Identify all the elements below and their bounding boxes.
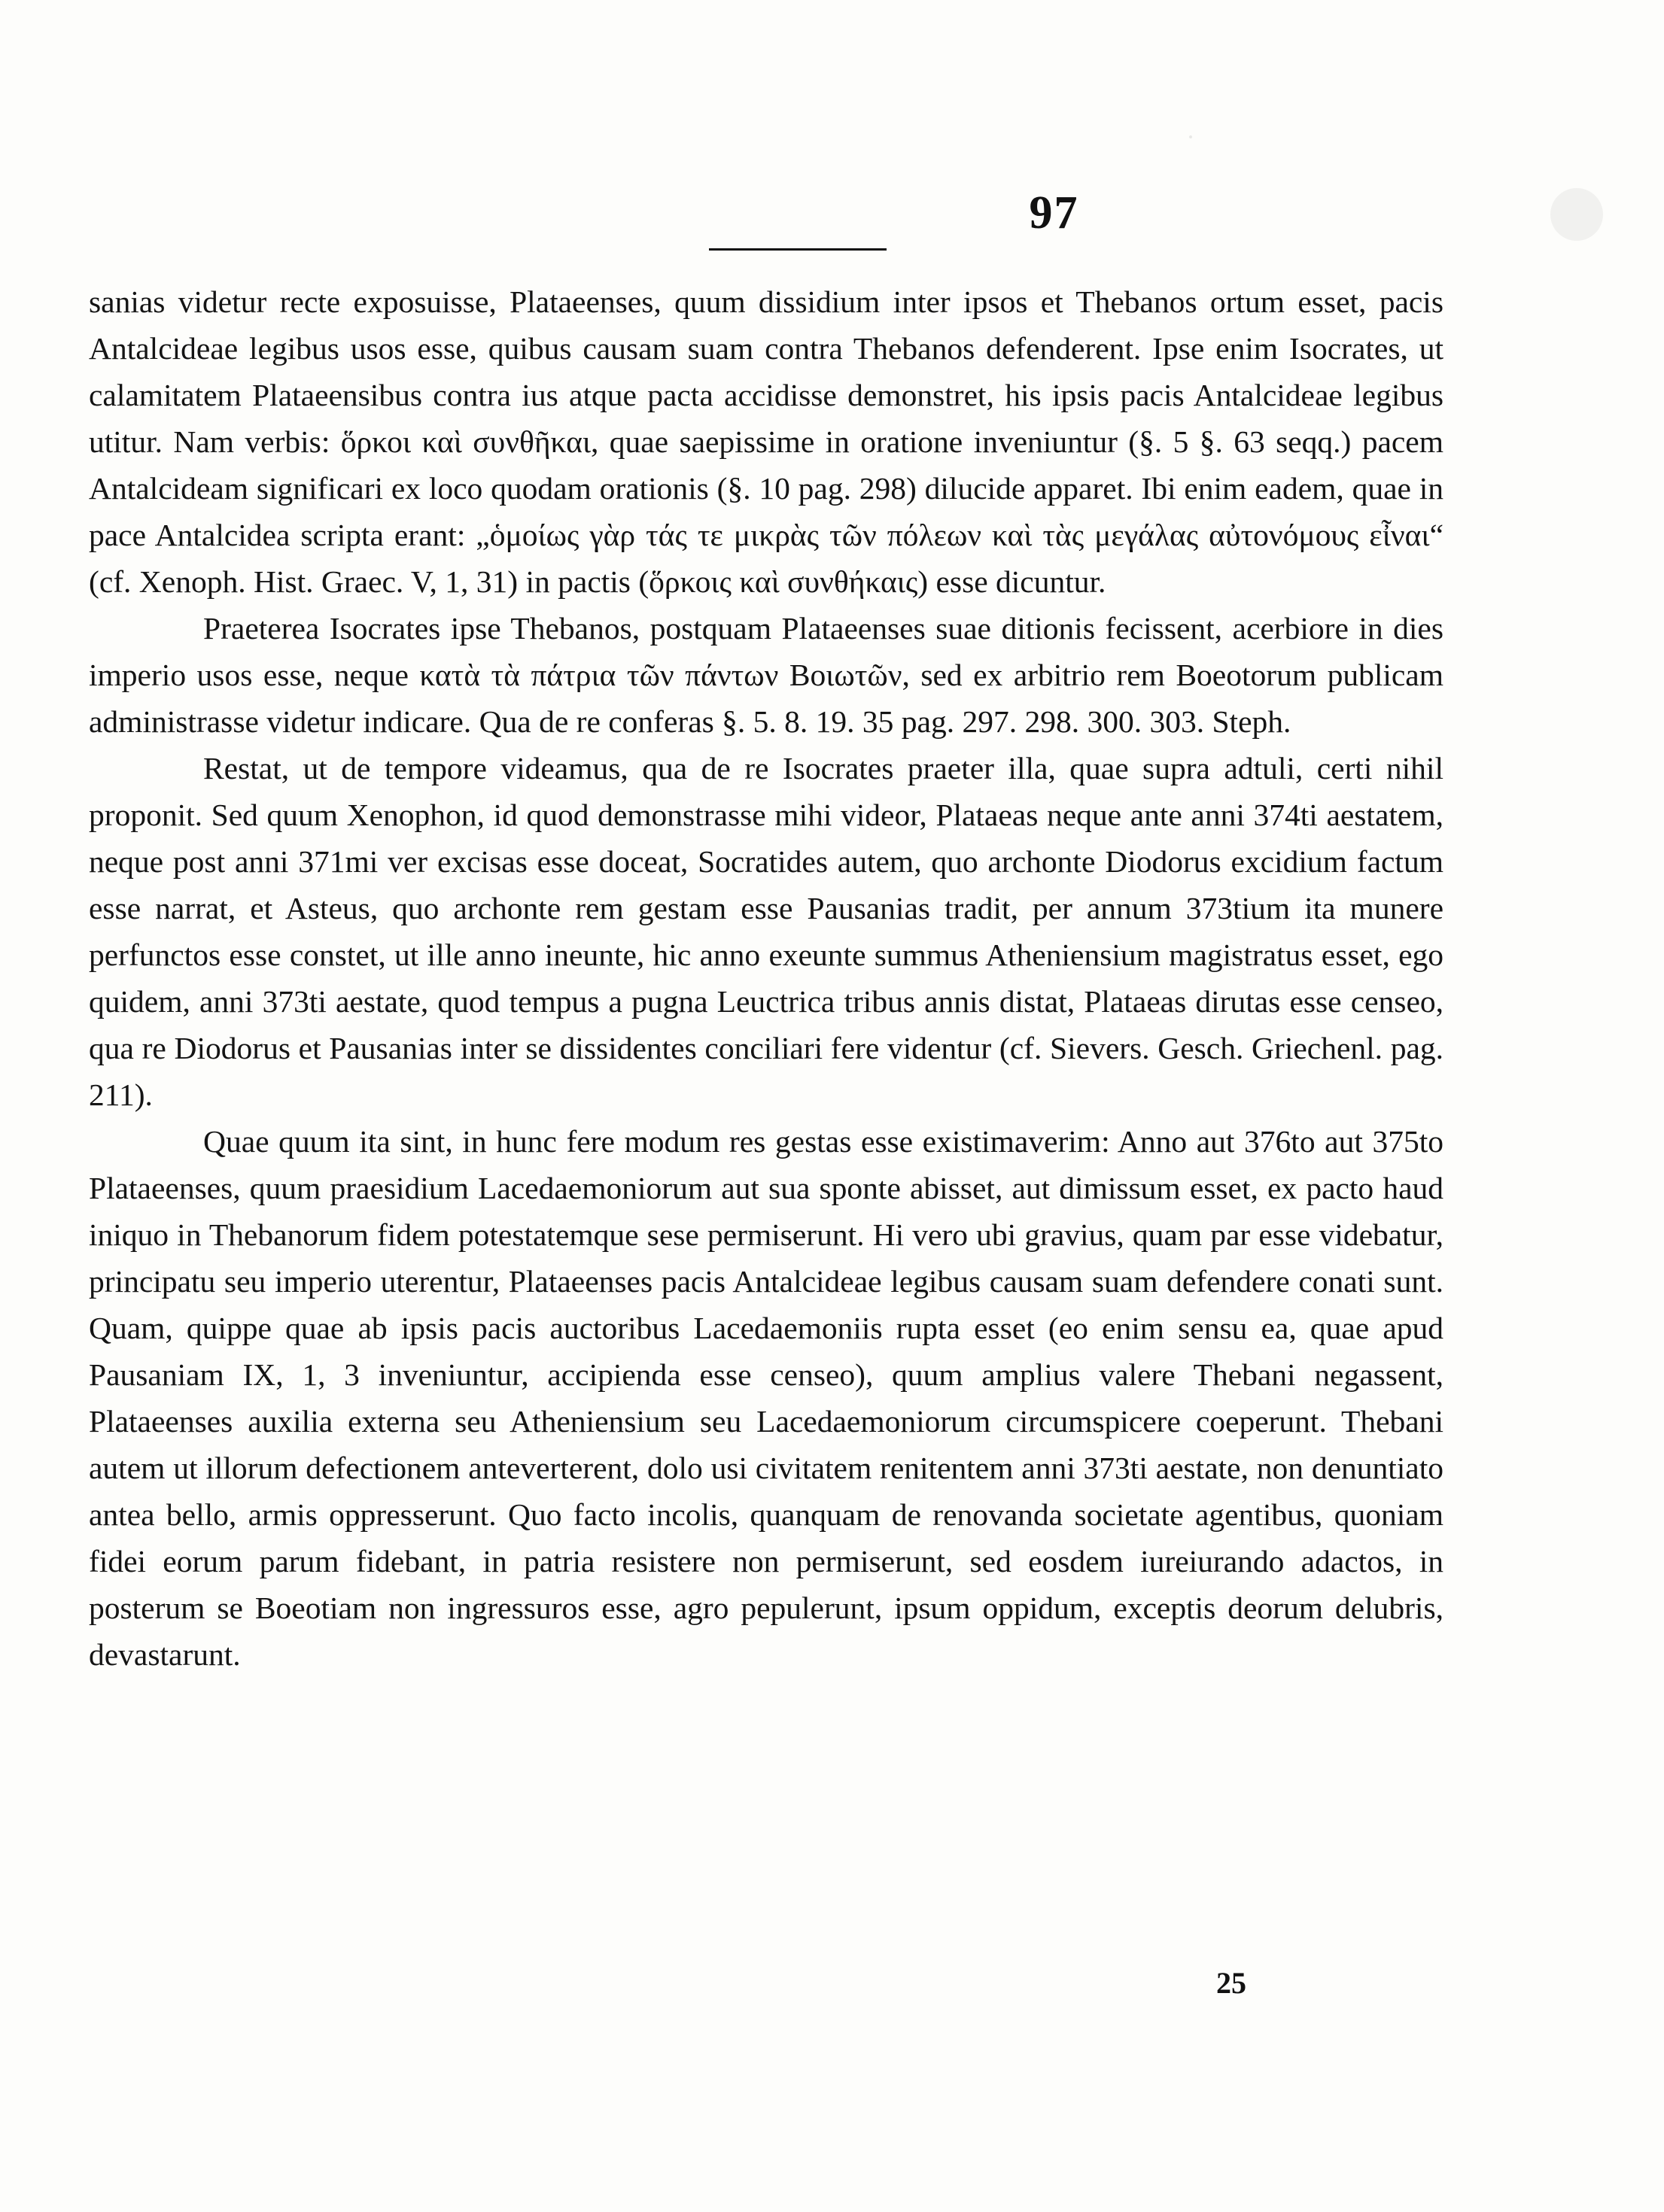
paragraph-2: Praeterea Isocrates ipse Thebanos, postquam Plataeenses suae ditionis fecissent, acerbiore in dies imperio usos esse, neque κατὰ τὰ πάτρια τῶν πάντων Βοιωτῶν, sed ex arbitrio rem Boeotorum publicam administrasse videtur indicare. Qua de re conferas §. 5. 8. 19. 35 pag. 297. 298. 300. 303. Steph. bbox=[89, 611, 1443, 739]
body-text bbox=[89, 278, 1443, 1678]
paragraph-3: Restat, ut de tempore videamus, qua de re Isocrates praeter illa, quae supra adtuli, certi nihil proponit. Sed quum Xenophon, id quod demonstrasse mihi videor, Plataeas neque ante anni 374ti aestatem, neque post anni 371mi ver excisas esse doceat, Socratides autem, quo archonte Diodorus excidium factum esse narrat, et Asteus, quo archonte rem gestam esse Pausanias tradit, per annum 373tium ita munere perfunctos esse constet, ut ille anno ineunte, hic anno exeunte summus Atheniensium magistratus esset, ego quidem, anni 373ti aestate, quod tempus a pugna Leuctrica tribus annis distat, Plataeas dirutas esse censeo, qua re Diodorus et Pausanias inter se dissidentes conciliari fere videntur (cf. Sievers. Gesch. Griechenl. pag. 211). bbox=[89, 751, 1443, 1112]
paragraph-1: sanias videtur recte exposuisse, Plataeenses, quum dissidium inter ipsos et Thebanos ortum esset, pacis Antalcideae legibus usos esse, quibus causam suam contra Thebanos defenderent. Ipse enim Isocrates, ut calamitatem Plataeensibus contra ius atque pacta accidisse demonstret, his ipsis pacis Antalcideae legibus utitur. Nam verbis: ὅρκοι καὶ συνθῆκαι, quae saepissime in oratione inveniuntur (§. 5 §. 63 seqq.) pacem Antalcideam significari ex loco quodam orationis (§. 10 pag. 298) dilucide apparet. Ibi enim eadem, quae in pace Antalcidea scripta erant: „ὁμοίως γὰρ τάς τε μικρὰς τῶν πόλεων καὶ τὰς μεγάλας αὐτονόμους εἶναι“ (cf. Xenoph. Hist. Graec. V, 1, 31) in pactis (ὅρκοις καὶ συνθήκαις) esse dicuntur. bbox=[89, 284, 1443, 599]
page-header bbox=[0, 188, 1664, 238]
paragraph-4: Quae quum ita sint, in hunc fere modum res gestas esse existimaverim: Anno aut 376to aut 375to Plataeenses, quum praesidium Lacedaemoniorum aut sua sponte abisset, aut dimissum esset, ex pacto haud iniquo in Thebanorum fidem potestatemque sese permiserunt. Hi vero ubi gravius, quam par esse videbatur, principatu seu imperio uterentur, Plataeenses pacis Antalcideae legibus causam suam defendere conati sunt. Quam, quippe quae ab ipsis pacis auctoribus Lacedaemoniis rupta esset (eo enim sensu ea, quae apud Pausaniam IX, 1, 3 inveniuntur, accipienda esse censeo), quum amplius valere Thebani negassent, Plataeenses auxilia externa seu Atheniensium seu Lacedaemoniorum circumspicere coeperunt. Thebani autem ut illorum defectionem anteverterent, dolo usi civitatem renitentem anni 373ti aestate, non denuntiato antea bello, armis oppresserunt. Quo facto incolis, quanquam de renovanda societate agentibus, quoniam fidei eorum parum fidebant, in patria resistere non permiserunt, sed eosdem iureiurando adactos, in posterum se Boeotiam non ingressuros esse, agro pepulerunt, ipsum oppidum, exceptis deorum delubris, devastarunt. bbox=[89, 1124, 1443, 1672]
header-rule bbox=[709, 248, 887, 251]
page-number: 97 bbox=[1029, 187, 1079, 239]
signature-mark: 25 bbox=[1216, 1966, 1246, 2000]
paper-speck bbox=[1189, 135, 1192, 138]
